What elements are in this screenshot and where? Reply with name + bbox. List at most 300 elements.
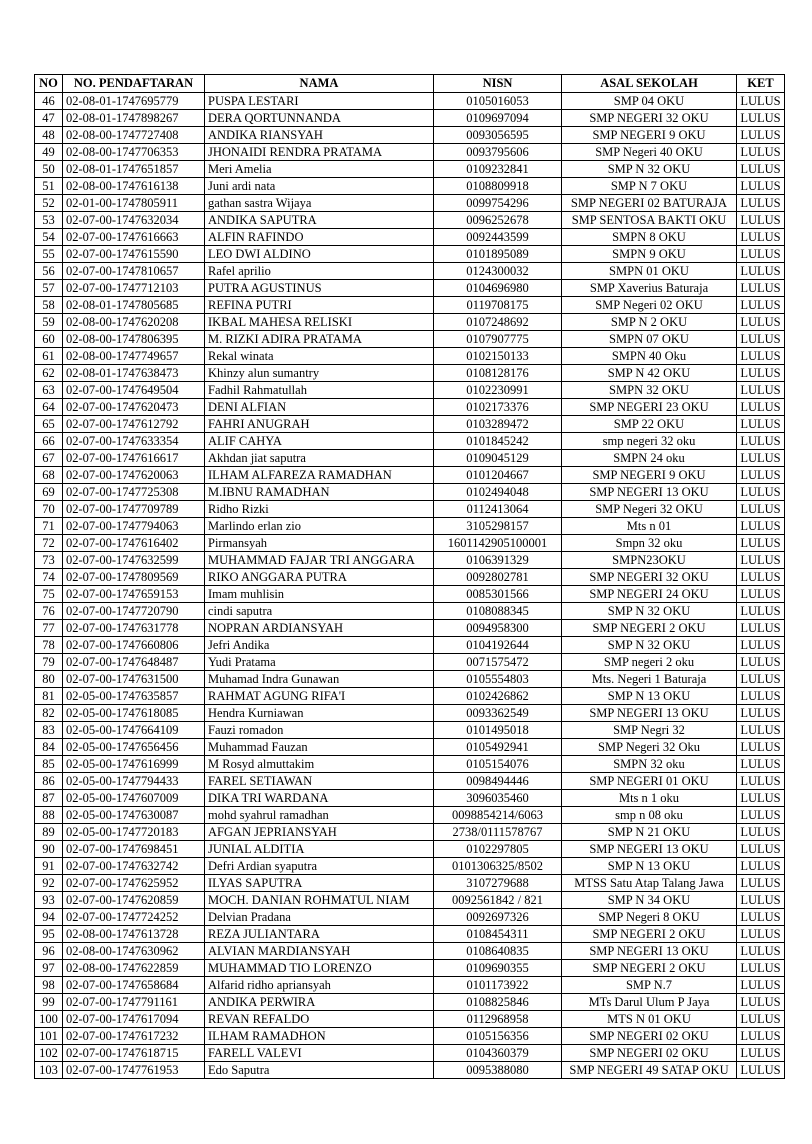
table-row (35, 722, 785, 739)
nisn-cell: 0085301566 (434, 586, 562, 603)
table-row (35, 314, 785, 331)
origin-school-cell: SMP N 42 OKU (562, 365, 737, 382)
registration-number-cell: 02-05-00-1747618085 (63, 705, 205, 722)
table-row (35, 93, 785, 110)
student-name-cell: Defri Ardian syaputra (205, 858, 434, 875)
registration-number-cell: 02-07-00-1747709789 (63, 501, 205, 518)
table-row (35, 195, 785, 212)
nisn-cell: 0105554803 (434, 671, 562, 688)
registration-number-cell: 02-05-00-1747656456 (63, 739, 205, 756)
student-name-cell: Pirmansyah (205, 535, 434, 552)
header-registration-number: NO. PENDAFTARAN (63, 75, 205, 93)
nisn-cell: 0092697326 (434, 909, 562, 926)
registration-number-cell: 02-07-00-1747794063 (63, 518, 205, 535)
table-row (35, 620, 785, 637)
origin-school-cell: SMP NEGERI 2 OKU (562, 926, 737, 943)
status-cell: LULUS (737, 875, 785, 892)
status-cell: LULUS (737, 705, 785, 722)
table-row (35, 365, 785, 382)
table-row (35, 552, 785, 569)
status-cell: LULUS (737, 773, 785, 790)
nisn-cell: 0102297805 (434, 841, 562, 858)
row-number-cell: 84 (35, 739, 63, 756)
registration-number-cell: 02-08-00-1747630962 (63, 943, 205, 960)
row-number-cell: 79 (35, 654, 63, 671)
row-number-cell: 93 (35, 892, 63, 909)
status-cell: LULUS (737, 858, 785, 875)
table-row (35, 977, 785, 994)
origin-school-cell: SMP NEGERI 9 OKU (562, 127, 737, 144)
status-cell: LULUS (737, 943, 785, 960)
nisn-cell: 0106391329 (434, 552, 562, 569)
student-name-cell: ALVIAN MARDIANSYAH (205, 943, 434, 960)
registration-number-cell: 02-07-00-1747712103 (63, 280, 205, 297)
student-name-cell: AFGAN JEPRIANSYAH (205, 824, 434, 841)
status-cell: LULUS (737, 212, 785, 229)
origin-school-cell: SMPN 8 OKU (562, 229, 737, 246)
table-row (35, 790, 785, 807)
table-row (35, 654, 785, 671)
nisn-cell: 0119708175 (434, 297, 562, 314)
origin-school-cell: SMPN 32 oku (562, 756, 737, 773)
status-cell: LULUS (737, 790, 785, 807)
status-cell: LULUS (737, 620, 785, 637)
header-status: KET (737, 75, 785, 93)
row-number-cell: 86 (35, 773, 63, 790)
status-cell: LULUS (737, 722, 785, 739)
status-cell: LULUS (737, 110, 785, 127)
status-cell: LULUS (737, 229, 785, 246)
nisn-cell: 0105016053 (434, 93, 562, 110)
student-name-cell: ANDIKA RIANSYAH (205, 127, 434, 144)
header-no: NO (35, 75, 63, 93)
nisn-cell: 0093056595 (434, 127, 562, 144)
row-number-cell: 90 (35, 841, 63, 858)
table-row (35, 892, 785, 909)
header-row (35, 75, 785, 93)
row-number-cell: 94 (35, 909, 63, 926)
origin-school-cell: SMP NEGERI 13 OKU (562, 705, 737, 722)
origin-school-cell: Mts. Negeri 1 Baturaja (562, 671, 737, 688)
origin-school-cell: SMP 04 OKU (562, 93, 737, 110)
table-row (35, 178, 785, 195)
row-number-cell: 71 (35, 518, 63, 535)
status-cell: LULUS (737, 297, 785, 314)
student-name-cell: Ridho Rizki (205, 501, 434, 518)
nisn-cell: 0104192644 (434, 637, 562, 654)
status-cell: LULUS (737, 1028, 785, 1045)
student-name-cell: IKBAL MAHESA RELISKI (205, 314, 434, 331)
nisn-cell: 0109697094 (434, 110, 562, 127)
status-cell: LULUS (737, 637, 785, 654)
origin-school-cell: SMP Negeri 40 OKU (562, 144, 737, 161)
origin-school-cell: SMP N 13 OKU (562, 688, 737, 705)
row-number-cell: 50 (35, 161, 63, 178)
status-cell: LULUS (737, 1011, 785, 1028)
row-number-cell: 53 (35, 212, 63, 229)
status-cell: LULUS (737, 552, 785, 569)
origin-school-cell: SMP NEGERI 02 OKU (562, 1045, 737, 1062)
status-cell: LULUS (737, 977, 785, 994)
origin-school-cell: Mts n 1 oku (562, 790, 737, 807)
row-number-cell: 49 (35, 144, 63, 161)
table-row (35, 535, 785, 552)
registration-number-cell: 02-08-00-1747806395 (63, 331, 205, 348)
student-name-cell: Edo Saputra (205, 1062, 434, 1079)
registration-number-cell: 02-08-01-1747898267 (63, 110, 205, 127)
nisn-cell: 0096252678 (434, 212, 562, 229)
origin-school-cell: SMP NEGERI 9 OKU (562, 467, 737, 484)
origin-school-cell: SMP N.7 (562, 977, 737, 994)
row-number-cell: 60 (35, 331, 63, 348)
student-name-cell: MUHAMMAD TIO LORENZO (205, 960, 434, 977)
registration-number-cell: 02-08-01-1747651857 (63, 161, 205, 178)
nisn-cell: 0071575472 (434, 654, 562, 671)
table-row (35, 263, 785, 280)
header-name: NAMA (205, 75, 434, 93)
row-number-cell: 51 (35, 178, 63, 195)
row-number-cell: 81 (35, 688, 63, 705)
row-number-cell: 72 (35, 535, 63, 552)
origin-school-cell: SMP NEGERI 13 OKU (562, 943, 737, 960)
row-number-cell: 69 (35, 484, 63, 501)
nisn-cell: 0107248692 (434, 314, 562, 331)
row-number-cell: 91 (35, 858, 63, 875)
student-name-cell: FAREL SETIAWAN (205, 773, 434, 790)
row-number-cell: 62 (35, 365, 63, 382)
student-name-cell: M.IBNU RAMADHAN (205, 484, 434, 501)
student-name-cell: ILYAS SAPUTRA (205, 875, 434, 892)
origin-school-cell: SMP Negeri 8 OKU (562, 909, 737, 926)
table-row (35, 110, 785, 127)
nisn-cell: 0109690355 (434, 960, 562, 977)
registration-number-cell: 02-07-00-1747791161 (63, 994, 205, 1011)
results-table (34, 74, 785, 1079)
table-row (35, 382, 785, 399)
student-name-cell: Delvian Pradana (205, 909, 434, 926)
status-cell: LULUS (737, 246, 785, 263)
row-number-cell: 64 (35, 399, 63, 416)
student-name-cell: RAHMAT AGUNG RIFA'I (205, 688, 434, 705)
registration-number-cell: 02-07-00-1747615590 (63, 246, 205, 263)
row-number-cell: 54 (35, 229, 63, 246)
registration-number-cell: 02-07-00-1747618715 (63, 1045, 205, 1062)
nisn-cell: 0124300032 (434, 263, 562, 280)
registration-number-cell: 02-05-00-1747630087 (63, 807, 205, 824)
status-cell: LULUS (737, 382, 785, 399)
student-name-cell: Imam muhlisin (205, 586, 434, 603)
student-name-cell: Hendra Kurniawan (205, 705, 434, 722)
origin-school-cell: SMP NEGERI 2 OKU (562, 960, 737, 977)
status-cell: LULUS (737, 841, 785, 858)
origin-school-cell: smp n 08 oku (562, 807, 737, 824)
status-cell: LULUS (737, 331, 785, 348)
nisn-cell: 0101306325/8502 (434, 858, 562, 875)
student-name-cell: REVAN REFALDO (205, 1011, 434, 1028)
student-name-cell: Juni ardi nata (205, 178, 434, 195)
nisn-cell: 0098854214/6063 (434, 807, 562, 824)
nisn-cell: 0101204667 (434, 467, 562, 484)
registration-number-cell: 02-08-00-1747620208 (63, 314, 205, 331)
status-cell: LULUS (737, 892, 785, 909)
row-number-cell: 80 (35, 671, 63, 688)
registration-number-cell: 02-08-00-1747616138 (63, 178, 205, 195)
row-number-cell: 75 (35, 586, 63, 603)
student-name-cell: PUTRA AGUSTINUS (205, 280, 434, 297)
table-row (35, 433, 785, 450)
registration-number-cell: 02-07-00-1747724252 (63, 909, 205, 926)
registration-number-cell: 02-07-00-1747631778 (63, 620, 205, 637)
row-number-cell: 100 (35, 1011, 63, 1028)
origin-school-cell: SMPN 9 OKU (562, 246, 737, 263)
student-name-cell: Muhammad Fauzan (205, 739, 434, 756)
registration-number-cell: 02-07-00-1747616402 (63, 535, 205, 552)
row-number-cell: 67 (35, 450, 63, 467)
table-row (35, 1062, 785, 1079)
table-row (35, 824, 785, 841)
student-name-cell: RIKO ANGGARA PUTRA (205, 569, 434, 586)
origin-school-cell: SMP SENTOSA BAKTI OKU (562, 212, 737, 229)
origin-school-cell: SMP NEGERI 23 OKU (562, 399, 737, 416)
row-number-cell: 95 (35, 926, 63, 943)
registration-number-cell: 02-07-00-1747616617 (63, 450, 205, 467)
status-cell: LULUS (737, 280, 785, 297)
registration-number-cell: 02-08-01-1747638473 (63, 365, 205, 382)
row-number-cell: 83 (35, 722, 63, 739)
student-name-cell: Rekal winata (205, 348, 434, 365)
table-row (35, 569, 785, 586)
student-name-cell: ALFIN RAFINDO (205, 229, 434, 246)
registration-number-cell: 02-07-00-1747659153 (63, 586, 205, 603)
status-cell: LULUS (737, 671, 785, 688)
row-number-cell: 68 (35, 467, 63, 484)
nisn-cell: 0109232841 (434, 161, 562, 178)
nisn-cell: 0102150133 (434, 348, 562, 365)
status-cell: LULUS (737, 994, 785, 1011)
row-number-cell: 48 (35, 127, 63, 144)
origin-school-cell: SMP NEGERI 32 OKU (562, 110, 737, 127)
status-cell: LULUS (737, 654, 785, 671)
status-cell: LULUS (737, 467, 785, 484)
table-row (35, 229, 785, 246)
registration-number-cell: 02-05-00-1747616999 (63, 756, 205, 773)
row-number-cell: 85 (35, 756, 63, 773)
origin-school-cell: MTS N 01 OKU (562, 1011, 737, 1028)
student-name-cell: Marlindo erlan zio (205, 518, 434, 535)
origin-school-cell: SMP N 34 OKU (562, 892, 737, 909)
registration-number-cell: 02-07-00-1747625952 (63, 875, 205, 892)
row-number-cell: 63 (35, 382, 63, 399)
origin-school-cell: SMP N 2 OKU (562, 314, 737, 331)
registration-number-cell: 02-05-00-1747794433 (63, 773, 205, 790)
registration-number-cell: 02-05-00-1747664109 (63, 722, 205, 739)
student-name-cell: Rafel aprilio (205, 263, 434, 280)
nisn-cell: 0101495018 (434, 722, 562, 739)
nisn-cell: 0112968958 (434, 1011, 562, 1028)
origin-school-cell: SMP Negri 32 (562, 722, 737, 739)
table-row (35, 943, 785, 960)
origin-school-cell: SMP N 13 OKU (562, 858, 737, 875)
student-name-cell: mohd syahrul ramadhan (205, 807, 434, 824)
origin-school-cell: SMP NEGERI 13 OKU (562, 484, 737, 501)
nisn-cell: 0104696980 (434, 280, 562, 297)
row-number-cell: 77 (35, 620, 63, 637)
registration-number-cell: 02-05-00-1747607009 (63, 790, 205, 807)
nisn-cell: 0101173922 (434, 977, 562, 994)
status-cell: LULUS (737, 909, 785, 926)
nisn-cell: 0105154076 (434, 756, 562, 773)
registration-number-cell: 02-08-01-1747805685 (63, 297, 205, 314)
origin-school-cell: SMP NEGERI 2 OKU (562, 620, 737, 637)
origin-school-cell: MTs Darul Ulum P Jaya (562, 994, 737, 1011)
nisn-cell: 0101845242 (434, 433, 562, 450)
origin-school-cell: SMP Negeri 32 Oku (562, 739, 737, 756)
nisn-cell: 0095388080 (434, 1062, 562, 1079)
nisn-cell: 0099754296 (434, 195, 562, 212)
row-number-cell: 102 (35, 1045, 63, 1062)
origin-school-cell: Smpn 32 oku (562, 535, 737, 552)
nisn-cell: 0107907775 (434, 331, 562, 348)
nisn-cell: 0104360379 (434, 1045, 562, 1062)
origin-school-cell: SMP NEGERI 24 OKU (562, 586, 737, 603)
status-cell: LULUS (737, 824, 785, 841)
table-row (35, 1045, 785, 1062)
table-row (35, 994, 785, 1011)
student-name-cell: Jefri Andika (205, 637, 434, 654)
row-number-cell: 46 (35, 93, 63, 110)
status-cell: LULUS (737, 348, 785, 365)
student-name-cell: Yudi Pratama (205, 654, 434, 671)
table-row (35, 1028, 785, 1045)
student-name-cell: ILHAM RAMADHON (205, 1028, 434, 1045)
student-name-cell: Muhamad Indra Gunawan (205, 671, 434, 688)
table-row (35, 637, 785, 654)
row-number-cell: 98 (35, 977, 63, 994)
nisn-cell: 0098494446 (434, 773, 562, 790)
origin-school-cell: SMP Xaverius Baturaja (562, 280, 737, 297)
nisn-cell: 0112413064 (434, 501, 562, 518)
row-number-cell: 65 (35, 416, 63, 433)
registration-number-cell: 02-08-00-1747749657 (63, 348, 205, 365)
student-name-cell: ALIF CAHYA (205, 433, 434, 450)
nisn-cell: 0103289472 (434, 416, 562, 433)
table-row (35, 841, 785, 858)
row-number-cell: 57 (35, 280, 63, 297)
table-row (35, 739, 785, 756)
table-row (35, 297, 785, 314)
registration-number-cell: 02-07-00-1747810657 (63, 263, 205, 280)
table-row (35, 416, 785, 433)
nisn-cell: 0108640835 (434, 943, 562, 960)
registration-number-cell: 02-08-00-1747706353 (63, 144, 205, 161)
origin-school-cell: SMPN 40 Oku (562, 348, 737, 365)
registration-number-cell: 02-07-00-1747809569 (63, 569, 205, 586)
student-name-cell: M. RIZKI ADIRA PRATAMA (205, 331, 434, 348)
student-name-cell: Akhdan jiat saputra (205, 450, 434, 467)
status-cell: LULUS (737, 93, 785, 110)
student-name-cell: M Rosyd almuttakim (205, 756, 434, 773)
status-cell: LULUS (737, 263, 785, 280)
origin-school-cell: SMP 22 OKU (562, 416, 737, 433)
table-row (35, 756, 785, 773)
origin-school-cell: SMP N 7 OKU (562, 178, 737, 195)
nisn-cell: 0105492941 (434, 739, 562, 756)
table-row (35, 161, 785, 178)
registration-number-cell: 02-07-00-1747616663 (63, 229, 205, 246)
nisn-cell: 0102426862 (434, 688, 562, 705)
table-row (35, 212, 785, 229)
table-row (35, 1011, 785, 1028)
student-name-cell: LEO DWI ALDINO (205, 246, 434, 263)
registration-number-cell: 02-05-00-1747635857 (63, 688, 205, 705)
table-row (35, 671, 785, 688)
nisn-cell: 0092802781 (434, 569, 562, 586)
row-number-cell: 55 (35, 246, 63, 263)
nisn-cell: 0093795606 (434, 144, 562, 161)
nisn-cell: 2738/0111578767 (434, 824, 562, 841)
registration-number-cell: 02-07-00-1747631500 (63, 671, 205, 688)
origin-school-cell: SMP Negeri 32 OKU (562, 501, 737, 518)
registration-number-cell: 02-01-00-1747805911 (63, 195, 205, 212)
student-name-cell: REFINA PUTRI (205, 297, 434, 314)
row-number-cell: 78 (35, 637, 63, 654)
table-row (35, 399, 785, 416)
student-name-cell: ANDIKA SAPUTRA (205, 212, 434, 229)
nisn-cell: 0109045129 (434, 450, 562, 467)
nisn-cell: 3096035460 (434, 790, 562, 807)
status-cell: LULUS (737, 1045, 785, 1062)
nisn-cell: 0093362549 (434, 705, 562, 722)
status-cell: LULUS (737, 127, 785, 144)
origin-school-cell: SMP negeri 2 oku (562, 654, 737, 671)
nisn-cell: 0101895089 (434, 246, 562, 263)
student-name-cell: ANDIKA PERWIRA (205, 994, 434, 1011)
student-name-cell: DENI ALFIAN (205, 399, 434, 416)
status-cell: LULUS (737, 603, 785, 620)
row-number-cell: 58 (35, 297, 63, 314)
nisn-cell: 0108088345 (434, 603, 562, 620)
nisn-cell: 0094958300 (434, 620, 562, 637)
status-cell: LULUS (737, 756, 785, 773)
student-name-cell: FAHRI ANUGRAH (205, 416, 434, 433)
nisn-cell: 3107279688 (434, 875, 562, 892)
status-cell: LULUS (737, 161, 785, 178)
registration-number-cell: 02-07-00-1747761953 (63, 1062, 205, 1079)
registration-number-cell: 02-07-00-1747632034 (63, 212, 205, 229)
table-row (35, 246, 785, 263)
origin-school-cell: SMP N 32 OKU (562, 603, 737, 620)
status-cell: LULUS (737, 484, 785, 501)
row-number-cell: 61 (35, 348, 63, 365)
registration-number-cell: 02-07-00-1747620063 (63, 467, 205, 484)
nisn-cell: 0108454311 (434, 926, 562, 943)
table-row (35, 960, 785, 977)
table-row (35, 688, 785, 705)
table-row (35, 875, 785, 892)
student-name-cell: Alfarid ridho apriansyah (205, 977, 434, 994)
row-number-cell: 70 (35, 501, 63, 518)
row-number-cell: 92 (35, 875, 63, 892)
status-cell: LULUS (737, 926, 785, 943)
student-name-cell: NOPRAN ARDIANSYAH (205, 620, 434, 637)
table-row (35, 926, 785, 943)
status-cell: LULUS (737, 960, 785, 977)
row-number-cell: 52 (35, 195, 63, 212)
table-body (35, 93, 785, 1079)
student-name-cell: DERA QORTUNNANDA (205, 110, 434, 127)
registration-number-cell: 02-07-00-1747698451 (63, 841, 205, 858)
origin-school-cell: SMPN 24 oku (562, 450, 737, 467)
